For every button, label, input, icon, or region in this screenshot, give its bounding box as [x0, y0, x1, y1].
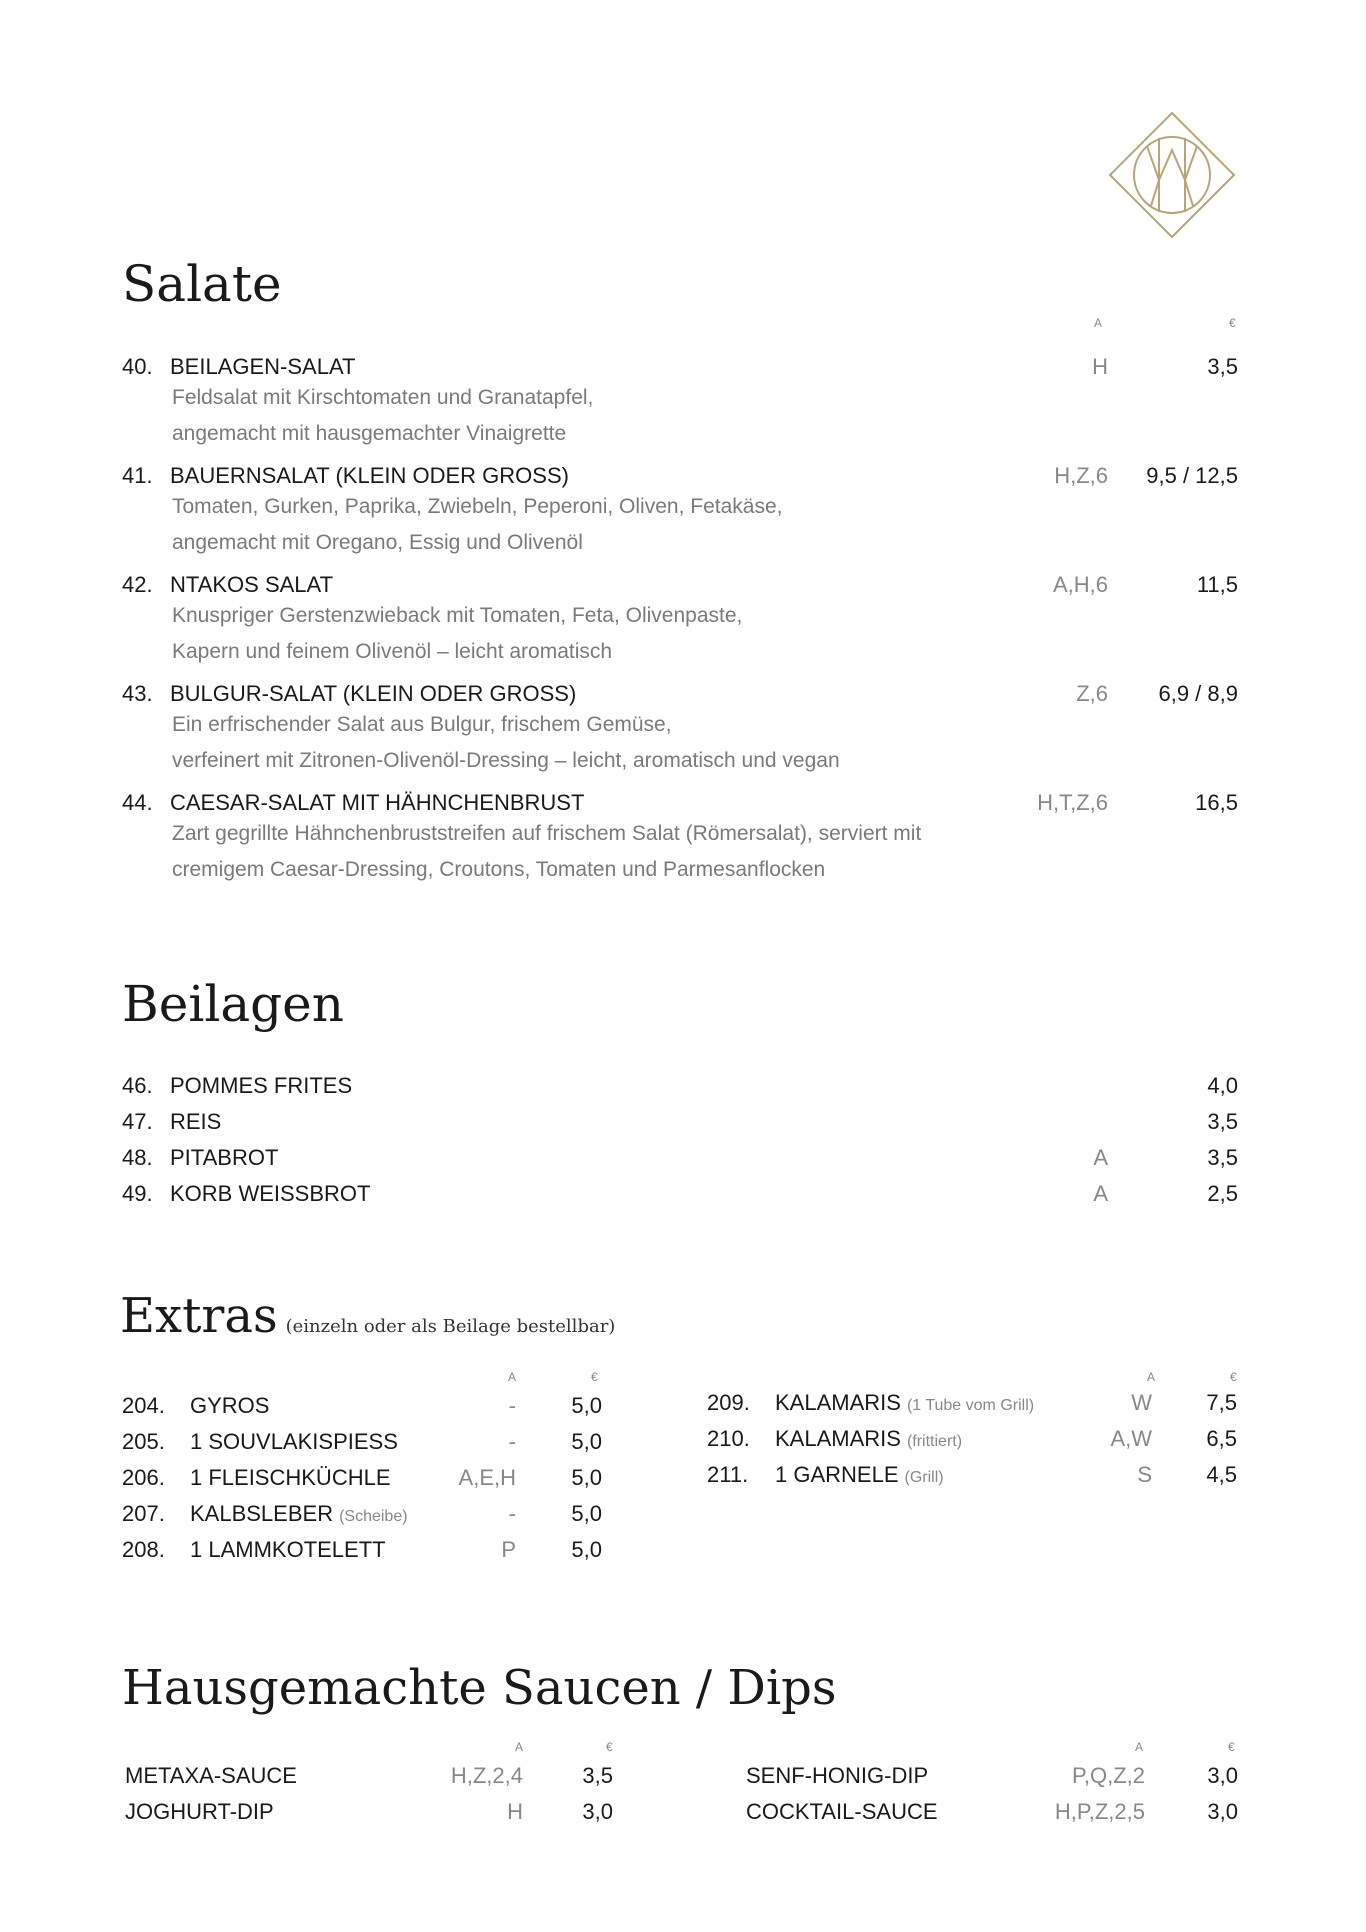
item-description: Kapern und feinem Olivenöl – leicht aromatisch: [172, 640, 613, 663]
item-price: 5,0: [571, 1429, 602, 1454]
item-name: REIS: [170, 1109, 222, 1134]
extras-subtitle: (einzeln oder als Beilage bestellbar): [285, 1316, 616, 1337]
sauce-item: [125, 1799, 613, 1829]
item-name: CAESAR-SALAT MIT HÄHNCHENBRUST: [170, 790, 585, 815]
item-name: BEILAGEN-SALAT: [170, 354, 356, 379]
extras-left-header-allergen: A: [508, 1370, 517, 1384]
item-price: 5,0: [571, 1501, 602, 1526]
item-name: JOGHURT-DIP: [125, 1799, 274, 1824]
extras-right-header-price: €: [1230, 1370, 1237, 1384]
column-header-price: €: [1229, 316, 1236, 330]
item-number: 210.: [707, 1426, 750, 1451]
item-note: (Grill): [904, 1469, 944, 1486]
item-price: 7,5: [1206, 1390, 1237, 1415]
item-price: 3,0: [1207, 1799, 1238, 1824]
item-description: Feldsalat mit Kirschtomaten und Granatapfel,: [172, 386, 594, 409]
item-allergens: -: [508, 1501, 516, 1526]
item-number: 208.: [122, 1537, 165, 1562]
item-price: 6,5: [1206, 1426, 1237, 1451]
item-description: angemacht mit Oregano, Essig und Olivenöl: [172, 531, 583, 554]
item-description: cremigem Caesar-Dressing, Croutons, Tomaten und Parmesanflocken: [172, 858, 826, 881]
item-allergens: P,Q,Z,2: [1072, 1763, 1145, 1788]
item-name: [775, 1462, 944, 1488]
item-description: Zart gegrillte Hähnchenbruststreifen auf frischem Salat (Römersalat), serviert mit: [172, 822, 922, 845]
extra-item: [707, 1390, 1237, 1420]
item-note: (1 Tube vom Grill): [906, 1397, 1035, 1414]
extras-title: Extras: [120, 1288, 278, 1344]
item-note: (Scheibe): [339, 1508, 408, 1525]
item-price: 4,5: [1206, 1462, 1237, 1487]
item-description: verfeinert mit Zitronen-Olivenöl-Dressing – leicht, aromatisch und vegan: [172, 749, 840, 772]
item-allergens: A: [1093, 1181, 1108, 1206]
item-allergens: A: [1093, 1145, 1108, 1170]
item-number: 47.: [122, 1109, 153, 1134]
saucen-right-header-allergen: A: [1135, 1740, 1144, 1754]
item-name: SENF-HONIG-DIP: [746, 1763, 929, 1788]
item-price: 3,0: [582, 1799, 613, 1824]
item-number: 46.: [122, 1073, 153, 1098]
item-number: 42.: [122, 572, 153, 597]
item-allergens: -: [508, 1393, 516, 1418]
item-price: 5,0: [571, 1465, 602, 1490]
item-allergens: S: [1137, 1462, 1152, 1487]
item-name: [775, 1426, 962, 1452]
item-number: 207.: [122, 1501, 165, 1526]
item-price: 2,5: [1207, 1181, 1238, 1206]
item-name: POMMES FRITES: [170, 1073, 353, 1098]
item-number: 49.: [122, 1181, 153, 1206]
item-name: [190, 1393, 269, 1419]
item-allergens: A,H,6: [1052, 572, 1108, 597]
item-number: 209.: [707, 1390, 750, 1415]
extra-item: [122, 1393, 602, 1423]
item-name-text: 1 LAMMKOTELETT: [190, 1537, 386, 1562]
menu-item: [122, 681, 1238, 781]
item-price: 5,0: [571, 1393, 602, 1418]
item-number: 205.: [122, 1429, 165, 1454]
sauce-item: [746, 1799, 1238, 1829]
item-allergens: H,Z,2,4: [450, 1763, 523, 1788]
sauce-item: [125, 1763, 613, 1793]
item-allergens: A,W: [1110, 1426, 1152, 1451]
item-name: KORB WEISSBROT: [170, 1181, 371, 1206]
item-name-text: GYROS: [190, 1393, 270, 1418]
extra-item: [122, 1501, 602, 1531]
item-price: 6,9 / 8,9: [1158, 681, 1238, 706]
section-title-extras: [120, 1288, 615, 1344]
item-description: Ein erfrischender Salat aus Bulgur, frischem Gemüse,: [172, 713, 672, 736]
item-allergens: H,P,Z,2,5: [1054, 1799, 1145, 1824]
menu-item: [122, 790, 1238, 890]
menu-item: [122, 1109, 1238, 1139]
item-name: COCKTAIL-SAUCE: [746, 1799, 938, 1824]
item-price: 3,5: [1207, 354, 1238, 379]
item-name: PITABROT: [170, 1145, 279, 1170]
item-allergens: Z,6: [1076, 681, 1108, 706]
item-price: 5,0: [571, 1537, 602, 1562]
item-allergens: A,E,H: [458, 1465, 516, 1490]
menu-item: [122, 1181, 1238, 1211]
menu-item: [122, 354, 1238, 454]
item-description: angemacht mit hausgemachter Vinaigrette: [172, 422, 567, 445]
item-allergens: P: [501, 1537, 516, 1562]
saucen-left-header-allergen: A: [515, 1740, 524, 1754]
extra-item: [122, 1465, 602, 1495]
extra-item: [122, 1537, 602, 1567]
item-number: 44.: [122, 790, 153, 815]
menu-item: [122, 1145, 1238, 1175]
extra-item: [707, 1426, 1237, 1456]
item-name-text: KALAMARIS: [775, 1426, 901, 1451]
extras-left-header-price: €: [591, 1370, 598, 1384]
item-allergens: H,Z,6: [1054, 463, 1108, 488]
item-name: BULGUR-SALAT (KLEIN ODER GROSS): [170, 681, 577, 706]
saucen-right-header-price: €: [1228, 1740, 1235, 1754]
item-price: 4,0: [1207, 1073, 1238, 1098]
item-number: 211.: [707, 1462, 749, 1487]
menu-item: [122, 572, 1238, 672]
item-price: 11,5: [1196, 572, 1238, 597]
item-name: [190, 1429, 398, 1455]
sauce-item: [746, 1763, 1238, 1793]
item-price: 3,5: [582, 1763, 613, 1788]
item-name: BAUERNSALAT (KLEIN ODER GROSS): [170, 463, 569, 488]
item-number: 43.: [122, 681, 153, 706]
item-number: 206.: [122, 1465, 165, 1490]
item-price: 3,0: [1207, 1763, 1238, 1788]
item-description: Knuspriger Gerstenzwieback mit Tomaten, Feta, Olivenpaste,: [172, 604, 743, 627]
item-name-text: 1 FLEISCHKÜCHLE: [190, 1465, 391, 1490]
section-title-saucen: Hausgemachte Saucen / Dips: [122, 1660, 837, 1716]
item-name-text: 1 SOUVLAKISPIESS: [190, 1429, 398, 1454]
item-name: [190, 1465, 391, 1491]
item-name: [190, 1501, 408, 1527]
item-allergens: H: [507, 1799, 523, 1824]
item-name-text: 1 GARNELE: [775, 1462, 899, 1487]
item-allergens: W: [1131, 1390, 1152, 1415]
item-number: 48.: [122, 1145, 153, 1170]
item-name: NTAKOS SALAT: [170, 572, 334, 597]
item-name-text: KALBSLEBER: [190, 1501, 334, 1526]
monogram-diamond-logo: [1107, 110, 1237, 240]
item-allergens: H: [1092, 354, 1108, 379]
item-price: 3,5: [1207, 1145, 1238, 1170]
item-price: 9,5 / 12,5: [1146, 463, 1238, 488]
extra-item: [122, 1429, 602, 1459]
item-number: 40.: [122, 354, 153, 379]
menu-item: [122, 463, 1238, 563]
section-title-salate: Salate: [122, 255, 282, 313]
item-price: 3,5: [1207, 1109, 1238, 1134]
item-description: Tomaten, Gurken, Paprika, Zwiebeln, Peperoni, Oliven, Fetakäse,: [172, 495, 783, 518]
extra-item: [707, 1462, 1237, 1492]
column-header-allergen: A: [1094, 316, 1103, 330]
item-number: 41.: [122, 463, 153, 488]
item-name: [190, 1537, 386, 1563]
item-name: [775, 1390, 1034, 1416]
saucen-left-header-price: €: [606, 1740, 613, 1754]
item-name-text: KALAMARIS: [775, 1390, 901, 1415]
item-number: 204.: [122, 1393, 165, 1418]
item-price: 16,5: [1195, 790, 1238, 815]
section-title-beilagen: Beilagen: [122, 975, 344, 1033]
extras-right-header-allergen: A: [1147, 1370, 1156, 1384]
item-name: METAXA-SAUCE: [125, 1763, 297, 1788]
item-allergens: H,T,Z,6: [1037, 790, 1108, 815]
menu-item: [122, 1073, 1238, 1103]
item-note: (frittiert): [906, 1433, 963, 1450]
item-allergens: -: [508, 1429, 516, 1454]
